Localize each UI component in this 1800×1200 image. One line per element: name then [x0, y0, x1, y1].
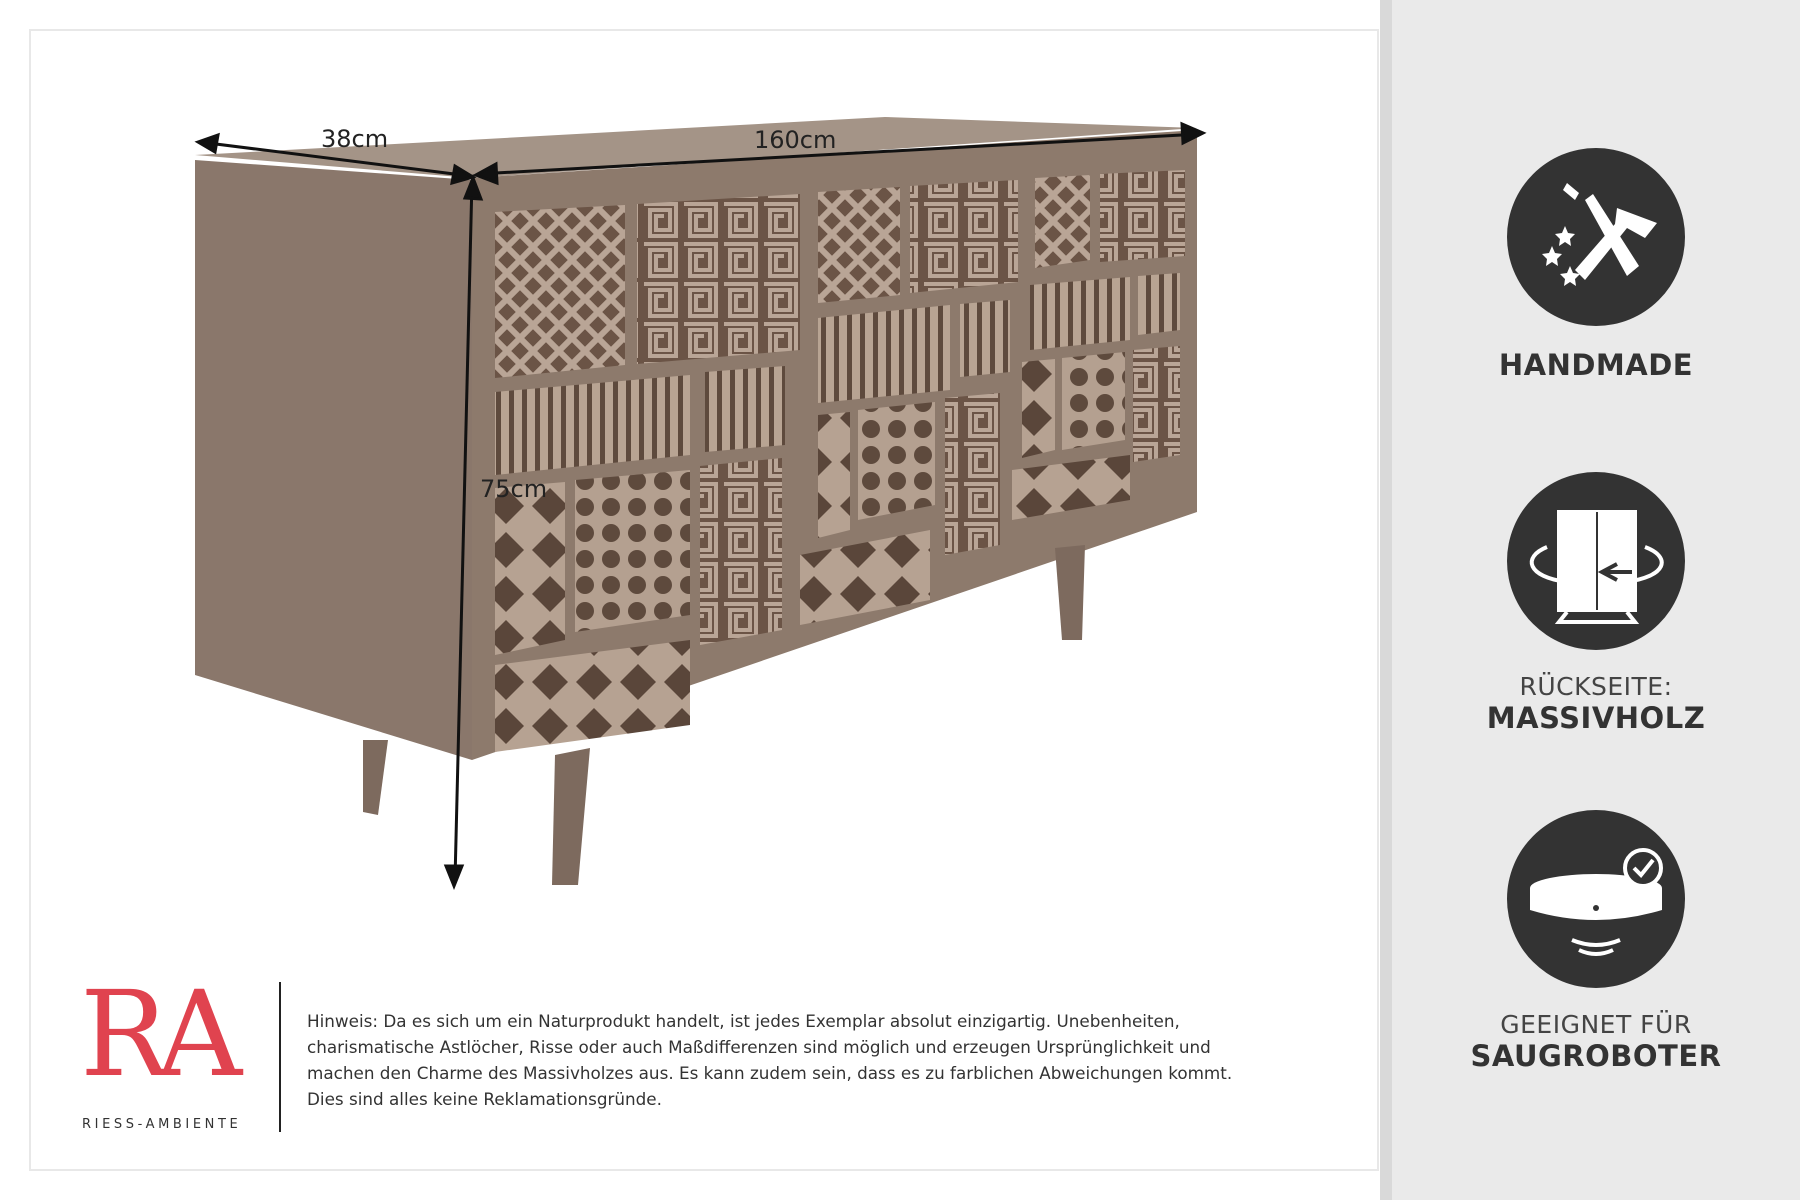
logo-divider	[279, 982, 281, 1132]
brand-logo: RA	[80, 965, 231, 1103]
robot-vacuum-icon	[1507, 810, 1685, 988]
width-label: 160cm	[754, 126, 837, 154]
feature-backside-line1: RÜCKSEITE:	[1519, 672, 1673, 701]
feature-robot-line1: GEEIGNET FÜR	[1500, 1010, 1692, 1039]
feature-robot	[1392, 810, 1800, 1073]
height-label: 75cm	[480, 475, 548, 503]
disclaimer-note: Hinweis: Da es sich um ein Naturprodukt handelt, ist jedes Exemplar absolut einzigartig. Unebenheiten, charismatische Astlöcher, Risse oder auch Maßdifferenzen sind möglich und erzeugen Ursprünglichkeit und machen den Charme des Massivholzes aus. Es kann zudem sein, dass es zu farblichen Abweichungen kommt. Dies sind alles keine Reklamationsgründe.	[307, 1011, 1233, 1109]
feature-backside	[1392, 472, 1800, 735]
feature-handmade-title: HANDMADE	[1498, 348, 1694, 382]
feature-handmade	[1392, 148, 1800, 382]
brand-name: RIESS-AMBIENTE	[82, 1117, 242, 1132]
feature-robot-title: SAUGROBOTER	[1470, 1039, 1722, 1073]
rotate-cabinet-icon	[1507, 472, 1685, 650]
feature-backside-title: MASSIVHOLZ	[1486, 701, 1706, 735]
tools-icon	[1507, 148, 1685, 326]
depth-label: 38cm	[321, 125, 389, 153]
sidebar-edge	[1380, 0, 1392, 1200]
